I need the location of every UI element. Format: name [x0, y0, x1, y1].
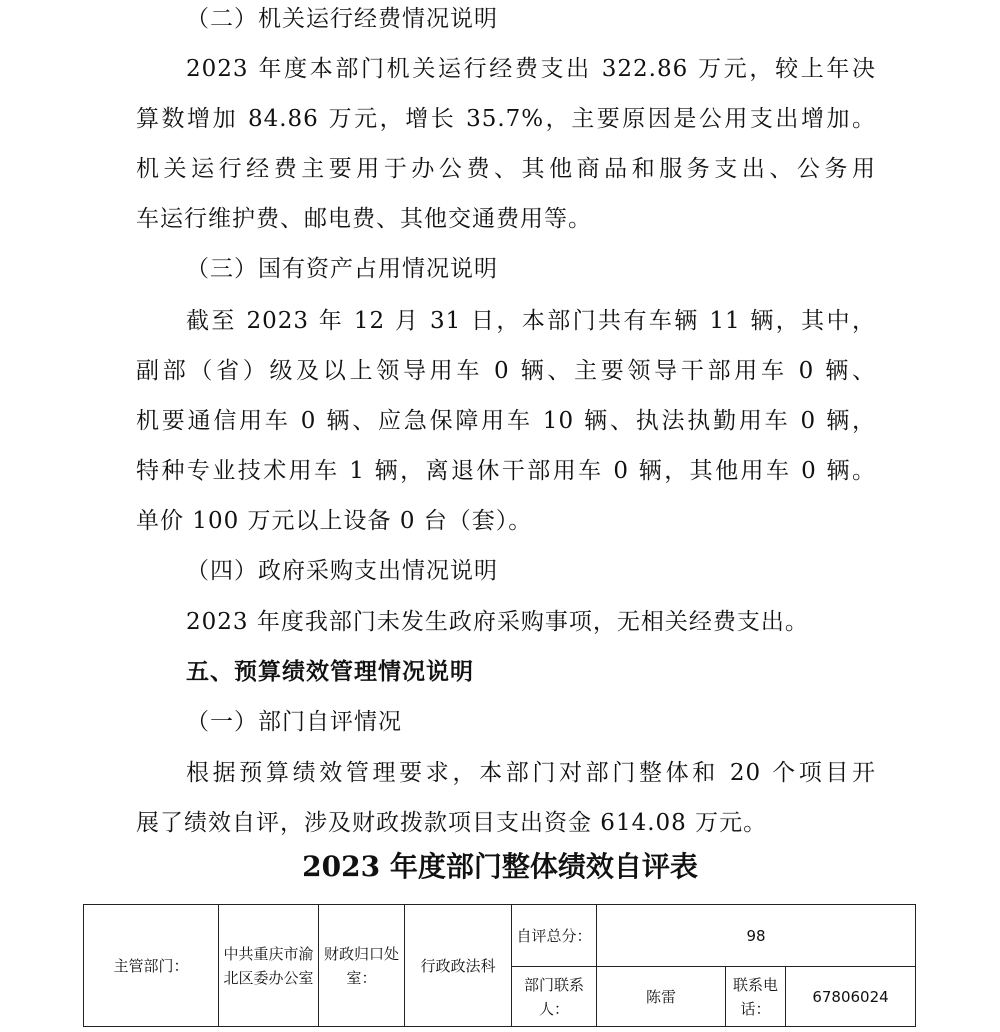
evaluation-table: [83, 904, 916, 1027]
section-heading-assets: （三）国有资产占用情况说明: [186, 256, 498, 282]
section-heading-performance: 五、预算绩效管理情况说明: [186, 659, 474, 685]
paragraph-line: 副部（省）级及以上领导用车 0 辆、主要领导干部用车 0 辆、: [136, 358, 876, 384]
paragraph-line: 机要通信用车 0 辆、应急保障用车 10 辆、执法执勤用车 0 辆，: [136, 408, 876, 434]
finance-label-cell: 财政归口处室：: [319, 905, 405, 1027]
dept-label-cell: 主管部门：: [84, 905, 219, 1027]
section-heading-operating-costs: （二）机关运行经费情况说明: [186, 6, 498, 32]
paragraph-line: 2023 年度我部门未发生政府采购事项，无相关经费支出。: [186, 609, 809, 635]
paragraph-line: 2023 年度本部门机关运行经费支出 322.86 万元，较上年决: [186, 56, 876, 82]
paragraph-line: 根据预算绩效管理要求，本部门对部门整体和 20 个项目开: [186, 760, 876, 786]
finance-value-cell: 行政政法科: [405, 905, 512, 1027]
paragraph-line: 车运行维护费、邮电费、其他交通费用等。: [136, 206, 592, 232]
paragraph-line: 截至 2023 年 12 月 31 日，本部门共有车辆 11 辆，其中，: [186, 308, 876, 334]
table-title: 2023 年度部门整体绩效自评表: [302, 850, 698, 883]
contact-value-cell: 陈雷: [597, 967, 726, 1027]
paragraph-line: 机关运行经费主要用于办公费、其他商品和服务支出、公务用: [136, 156, 876, 182]
score-value-cell: 98: [597, 905, 916, 967]
section-heading-procurement: （四）政府采购支出情况说明: [186, 558, 498, 584]
paragraph-line: 展了绩效自评，涉及财政拨款项目支出资金 614.08 万元。: [136, 810, 768, 836]
phone-label-cell: 联系电话：: [726, 967, 786, 1027]
paragraph-line: 算数增加 84.86 万元，增长 35.7%，主要原因是公用支出增加。: [136, 106, 876, 132]
phone-value-cell: 67806024: [786, 967, 916, 1027]
paragraph-line: 特种专业技术用车 1 辆，离退休干部用车 0 辆，其他用车 0 辆。: [136, 458, 876, 484]
score-label-cell: 自评总分：: [512, 905, 597, 967]
paragraph-line: 单价 100 万元以上设备 0 台（套）。: [136, 508, 533, 534]
section-heading-self-evaluation: （一）部门自评情况: [186, 709, 402, 735]
contact-label-cell: 部门联系人：: [512, 967, 597, 1027]
dept-value-cell: 中共重庆市渝北区委办公室: [219, 905, 319, 1027]
